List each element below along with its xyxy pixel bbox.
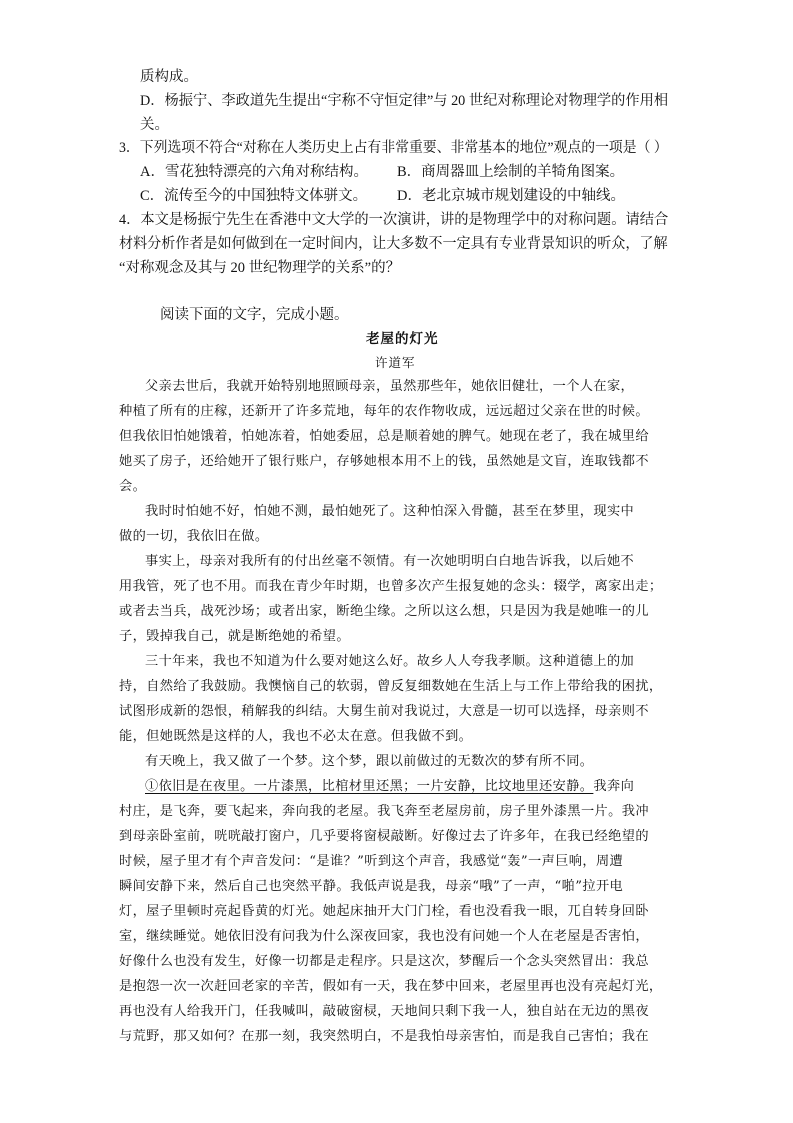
question-3-option-b: B．商周器皿上绘制的羊犄角图案。 (397, 164, 625, 180)
paragraph-6-line-1-rest: 我奔向 (593, 779, 635, 794)
paragraph-6-line-3: 到母亲卧室前，咣咣敲打窗户，几乎要将窗棂敲断。好像过去了许多年，在我已经绝望的 (119, 829, 649, 844)
paragraph-6-line-8: 好像什么也没有发生，好像一切都是走程序。只是这次，梦醒后一个念头突然冒出：我总 (119, 954, 649, 969)
paragraph-1-line-4: 她买了房子，还给她开了银行账户，存够她根本用不上的钱，虽然她是文盲，连取钱都不 (119, 454, 649, 469)
paragraph-6-line-6: 灯，屋子里顿时亮起昏黄的灯光。她起床抽开大门门栓，看也没看我一眼，兀自转身回卧 (119, 904, 649, 919)
paragraph-6-line-4: 时候，屋子里才有个声音发问：“是谁？”听到这个声音，我感觉“轰”一声巨响，周遭 (119, 854, 624, 869)
paragraph-2-line-2: 做的一切，我依旧在做。 (119, 529, 269, 544)
paragraph-1-line-1: 父亲去世后，我就开始特别地照顾母亲，虽然那些年，她依旧健壮，一个人在家， (145, 379, 635, 394)
paragraph-3-line-2: 用我管，死了也不用。而我在青少年时期，也曾多次产生报复她的念头：辍学，离家出走； (119, 579, 663, 594)
paragraph-1-line-2: 种植了所有的庄稼，还新开了许多荒地，每年的农作物收成，远远超过父亲在世的时候。 (119, 404, 649, 419)
question-2-option-d-line-2: 关。 (140, 117, 169, 133)
paragraph-6-line-1 (145, 778, 634, 796)
paragraph-6-line-5: 瞬间安静下来，然后自己也突然平静。我低声说是我，母亲“哦”了一声，“啪”拉开电 (119, 879, 624, 894)
question-3-stem: 3．下列选项不符合“对称在人类历史上占有非常重要、非常基本的地位”观点的一项是（ ） (119, 140, 668, 156)
paragraph-2-line-1: 我时时怕她不好，怕她不测，最怕她死了。这种怕深入骨髓，甚至在梦里，现实中 (145, 504, 635, 519)
underlined-sentence-1: ①依旧是在夜里。一片漆黑，比棺材里还黑；一片安静，比坟地里还安静。 (145, 779, 594, 794)
question-2-option-d-line-1: D．杨振宁、李政道先生提出“宇称不守恒定律”与 20 世纪对称理论对物理学的作用相 (140, 93, 669, 109)
paragraph-5-line-1: 有天晚上，我又做了一个梦。这个梦，跟以前做过的无数次的梦有所不同。 (145, 754, 594, 769)
paragraph-6-line-9: 是抱怨一次一次赶回老家的辛苦，假如有一天，我在梦中回来，老屋里再也没有亮起灯光， (119, 979, 663, 994)
reading-instruction: 阅读下面的文字，完成小题。 (160, 307, 349, 323)
question-3-option-d: D．老北京城市规划建设的中轴线。 (397, 188, 625, 204)
question-4-line-2: 材料分析作者是如何做到在一定时间内，让大多数不一定具有专业背景知识的听众，了解 (119, 236, 668, 252)
paragraph-6-line-10: 再也没有人给我开门，任我喊叫，敲破窗棂，天地间只剩下我一人，独自站在无边的黑夜 (119, 1004, 649, 1019)
paragraph-3-line-1: 事实上，母亲对我所有的付出丝毫不领情。有一次她明明白白地告诉我，以后她不 (145, 554, 635, 569)
question-4-line-3: “对称观念及其与 20 世纪物理学的关系”的？ (119, 260, 401, 276)
question-3-option-c: C．流传至今的中国独特文体骈文。 (140, 188, 368, 204)
paragraph-4-line-1: 三十年来，我也不知道为什么要对她这么好。故乡人人夸我孝顺。这种道德上的加 (145, 654, 635, 669)
paragraph-4-line-3: 试图形成新的怨恨，稍解我的纠结。大舅生前对我说过，大意是一切可以选择，母亲则不 (119, 704, 649, 719)
paragraph-6-line-11: 与荒野，那又如何？在那一刻，我突然明白，不是我怕母亲害怕，而是我自己害怕；我在 (119, 1029, 649, 1044)
paragraph-1-line-5: 会。 (119, 479, 147, 494)
paragraph-6-line-2: 村庄，是飞奔，要飞起来，奔向我的老屋。我飞奔至老屋房前，房子里外漆黑一片。我冲 (119, 804, 649, 819)
paragraph-4-line-4: 能，但她既然是这样的人，我也不必太在意。但我做不到。 (119, 729, 473, 744)
paragraph-4-line-2: 持，自然给了我鼓励。我懊恼自己的软弱，曾反复细数她在生活上与工作上带给我的困扰， (119, 679, 663, 694)
paragraph-3-line-3: 或者去当兵，战死沙场；或者出家，断绝尘缘。之所以这么想，只是因为我是她唯一的儿 (119, 604, 649, 619)
question-2-fragment: 质构成。 (140, 69, 198, 85)
question-3-option-a: A．雪花独特漂亮的六角对称结构。 (140, 164, 368, 180)
article-author: 许道军 (375, 355, 416, 370)
question-4-line-1: 4．本文是杨振宁先生在香港中文大学的一次演讲，讲的是物理学中的对称问题。请结合 (119, 212, 669, 228)
paragraph-3-line-4: 子，毁掉我自己，就是断绝她的希望。 (119, 629, 350, 644)
paragraph-1-line-3: 但我依旧怕她饿着，怕她冻着，怕她委屈，总是顺着她的脾气。她现在老了，我在城里给 (119, 429, 649, 444)
article-title: 老屋的灯光 (366, 331, 439, 347)
paragraph-6-line-7: 室，继续睡觉。她依旧没有问我为什么深夜回家，我也没有问她一个人在老屋是否害怕， (119, 929, 649, 944)
